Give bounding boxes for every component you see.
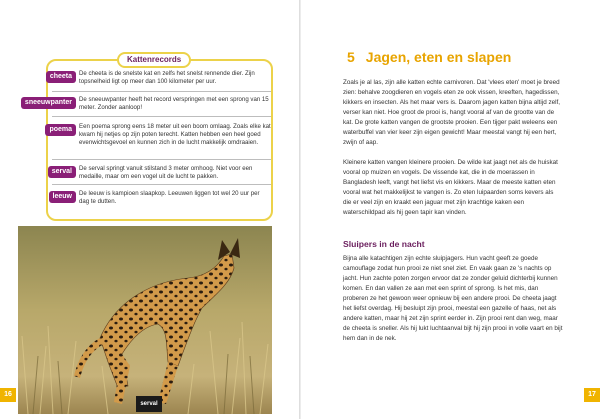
body-paragraph: Kleinere katten vangen kleinere prooien. De wilde kat jaagt net als de huiskat vooral op muizen en vogels. De vissende kat, die in de moerassen in Bangladesh leeft, vangt het liefst vis en kikkers. Maar de meeste katten eten vooral wat het makkelijkst te vangen is. Zo eten luipaarden soms kevers als die er veel zijn en kraakt een jaguar met zijn krachtige kaken een waterschildpad als hij geen tapir kan vinden.: [343, 159, 558, 216]
record-separator: [52, 116, 271, 117]
page-gutter: [299, 0, 301, 419]
records-box: [24, 55, 273, 221]
record-row: [49, 70, 271, 98]
page-number-right: 17: [584, 388, 600, 402]
record-tag: serval: [48, 166, 76, 178]
record-text: De cheeta is de snelste kat en zelfs het snelst rennende dier. Zijn topsnelheid ligt op meer dan 100 kilometer per uur.: [79, 70, 255, 86]
record-text: De leeuw is kampioen slaapkop. Leeuwen liggen tot wel 20 uur per dag te dutten.: [79, 190, 260, 206]
record-text: De serval springt vanuit stilstand 3 meter omhoog. Niet voor een medaille, maar om een vogel uit de lucht te pakken.: [79, 165, 253, 181]
record-separator: [52, 91, 271, 92]
section-subheading: Sluipers in de nacht: [343, 239, 425, 249]
record-row: [52, 165, 271, 193]
record-text: Een poema sprong eens 18 meter uit een boom omlaag. Zoals elke kat kwam hij netjes op zijn poten terecht. Katten hebben een heel goed evenwichtsgevoel en kunnen zich in de lucht makkelijk omdraaien.: [79, 123, 271, 147]
record-separator: [52, 184, 271, 185]
record-row: [52, 190, 271, 218]
serval-illustration: [18, 226, 272, 414]
chapter-number: 5: [347, 49, 355, 65]
record-tag: sneeuwpanter: [21, 97, 76, 109]
record-row: [24, 96, 271, 124]
chapter-title: Jagen, eten en slapen: [365, 49, 512, 65]
records-title: Kattenrecords: [117, 52, 191, 68]
body-paragraph: Zoals je al las, zijn alle katten echte carnivoren. Dat 'vlees eten' moet je breed zien: behalve zoogdieren en vogels eten ze ook vissen, kreeften, hagedissen, kikkers en insecten. Als het maar vers is. Daarom jagen katten bijna altijd zelf, verser kan niet. Hoe groot de prooi is, hangt vooral af van de grootte van de kat. De grote katten vangen de grootste prooien. Een tijger pakt weleens een waterbuffel van vier keer zijn eigen gewicht! Maar meestal vangt hij een hert, zwijn of aap.: [343, 79, 560, 146]
page-number-left: 16: [0, 388, 16, 402]
body-paragraph: Bijna alle katachtigen zijn echte sluipjagers. Hun vacht geeft ze goede camouflage zodat hun prooi ze niet snel ziet. En vaak gaan ze 's nachts op jacht. Hun zachte poten zorgen ervoor dat ze zonder geluid dichterbij kunnen komen. En dan vallen ze aan met een sprint of sprong. Is het mis, dan proberen ze het gewoon weer opnieuw bij een andere prooi. De cheeta jaagt het liefst overdag. Hij besluipt zijn prooi, meestal een gazelle of haas, net als andere katten, maar hij zet zijn sprint eerder in. Zijn prooi rent dan weg, maar de cheeta is sneller. Als hij lukt luchtaanval bijt hij zijn prooi in volle vaart en bijt hem dan in de nek.: [343, 255, 563, 342]
record-text: De sneeuwpanter heeft het record verspringen met een sprong van 15 meter. Zonder aanloop!: [79, 96, 269, 112]
chapter-heading: [347, 49, 511, 65]
record-tag: leeuw: [49, 191, 76, 203]
record-separator: [52, 159, 271, 160]
record-tag: cheeta: [46, 71, 76, 83]
serval-photo: [18, 226, 272, 414]
record-tag: poema: [45, 124, 76, 136]
photo-caption: serval: [136, 396, 162, 412]
